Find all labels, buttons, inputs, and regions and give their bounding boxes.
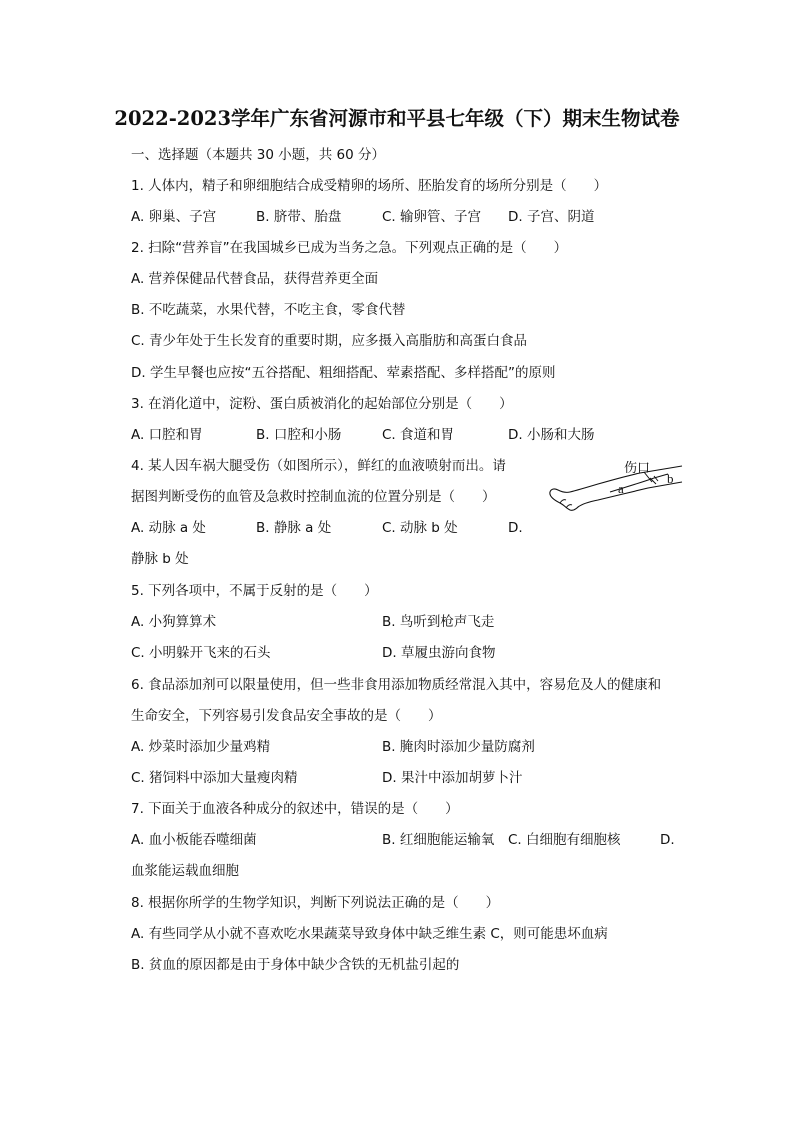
question-8-option-a: A. 有些同学从小就不喜欢吃水果蔬菜导致身体中缺乏维生素 C，则可能患坏血病 bbox=[131, 926, 608, 942]
question-5-stem: 5. 下列各项中，不属于反射的是（ ） bbox=[131, 583, 378, 599]
question-4-stem-line-1: 4. 某人因车祸大腿受伤（如图所示），鲜红的血液喷射而出。请 bbox=[131, 458, 506, 474]
question-7-option-a: A. 血小板能吞噬细菌 bbox=[131, 832, 257, 848]
leg-outline bbox=[550, 466, 682, 510]
question-7-option-c: C. 白细胞有细胞核 bbox=[508, 832, 621, 848]
question-5-option-c: C. 小明躲开飞来的石头 bbox=[131, 645, 271, 661]
wound-label: 伤口 bbox=[624, 461, 651, 476]
question-1-option-c: C. 输卵管、子宫 bbox=[382, 209, 482, 225]
question-2-option-a: A. 营养保健品代替食品，获得营养更全面 bbox=[131, 271, 379, 287]
question-6-option-d: D. 果汁中添加胡萝卜汁 bbox=[382, 770, 523, 786]
question-2-stem: 2. 扫除“营养盲”在我国城乡已成为当务之急。下列观点正确的是（ ） bbox=[131, 240, 568, 256]
question-4-option-d-marker: D. bbox=[508, 520, 523, 536]
question-6-stem-line-1: 6. 食品添加剂可以限量使用，但一些非食用添加物质经常混入其中，容易危及人的健康和 bbox=[131, 677, 662, 693]
question-4-option-d-text: 静脉 b 处 bbox=[131, 551, 189, 567]
question-1-option-d: D. 子宫、阴道 bbox=[508, 209, 595, 225]
question-6-option-c: C. 猪饲料中添加大量瘦肉精 bbox=[131, 770, 298, 786]
question-2-option-b: B. 不吃蔬菜，水果代替，不吃主食，零食代替 bbox=[131, 302, 406, 318]
question-6-stem-line-2: 生命安全，下列容易引发食品安全事故的是（ ） bbox=[131, 708, 442, 724]
question-7-option-b: B. 红细胞能运输氧 bbox=[382, 832, 495, 848]
section-heading: 一、选择题（本题共 30 小题，共 60 分） bbox=[131, 147, 386, 163]
question-3-option-c: C. 食道和胃 bbox=[382, 427, 455, 443]
question-6-option-b: B. 腌肉时添加少量防腐剂 bbox=[382, 739, 535, 755]
question-1-option-a: A. 卵巢、子宫 bbox=[131, 209, 217, 225]
question-7-option-d-text: 血浆能运载血细胞 bbox=[131, 863, 239, 879]
point-a-label: a bbox=[618, 481, 624, 496]
question-3-option-a: A. 口腔和胃 bbox=[131, 427, 203, 443]
leg-wound-figure bbox=[548, 456, 688, 518]
question-4-option-c: C. 动脉 b 处 bbox=[382, 520, 458, 536]
question-1-option-b: B. 脐带、胎盘 bbox=[256, 209, 342, 225]
question-3-option-b: B. 口腔和小肠 bbox=[256, 427, 342, 443]
question-4-option-b: B. 静脉 a 处 bbox=[256, 520, 332, 536]
question-7-option-d-marker: D. bbox=[660, 832, 675, 848]
question-4-option-a: A. 动脉 a 处 bbox=[131, 520, 206, 536]
question-5-option-d: D. 草履虫游向食物 bbox=[382, 645, 496, 661]
question-2-option-c: C. 青少年处于生长发育的重要时期，应多摄入高脂肪和高蛋白食品 bbox=[131, 333, 528, 349]
question-8-option-b: B. 贫血的原因都是由于身体中缺少含铁的无机盐引起的 bbox=[131, 957, 460, 973]
question-3-stem: 3. 在消化道中，淀粉、蛋白质被消化的起始部位分别是（ ） bbox=[131, 396, 513, 412]
point-b-label: b bbox=[667, 471, 674, 486]
question-3-option-d: D. 小肠和大肠 bbox=[508, 427, 595, 443]
question-8-stem: 8. 根据你所学的生物学知识，判断下列说法正确的是（ ） bbox=[131, 895, 500, 911]
question-4-stem-line-2: 据图判断受伤的血管及急救时控制血流的位置分别是（ ） bbox=[131, 489, 496, 505]
question-5-option-a: A. 小狗算算术 bbox=[131, 614, 217, 630]
question-2-option-d: D. 学生早餐也应按“五谷搭配、粗细搭配、荤素搭配、多样搭配”的原则 bbox=[131, 365, 556, 381]
question-5-option-b: B. 鸟听到枪声飞走 bbox=[382, 614, 495, 630]
exam-title: 2022-2023学年广东省河源市和平县七年级（下）期末生物试卷 bbox=[114, 107, 680, 130]
question-7-stem: 7. 下面关于血液各种成分的叙述中，错误的是（ ） bbox=[131, 801, 459, 817]
question-1-stem: 1. 人体内，精子和卵细胞结合成受精卵的场所、胚胎发育的场所分别是（ ） bbox=[131, 178, 608, 194]
question-6-option-a: A. 炒菜时添加少量鸡精 bbox=[131, 739, 271, 755]
